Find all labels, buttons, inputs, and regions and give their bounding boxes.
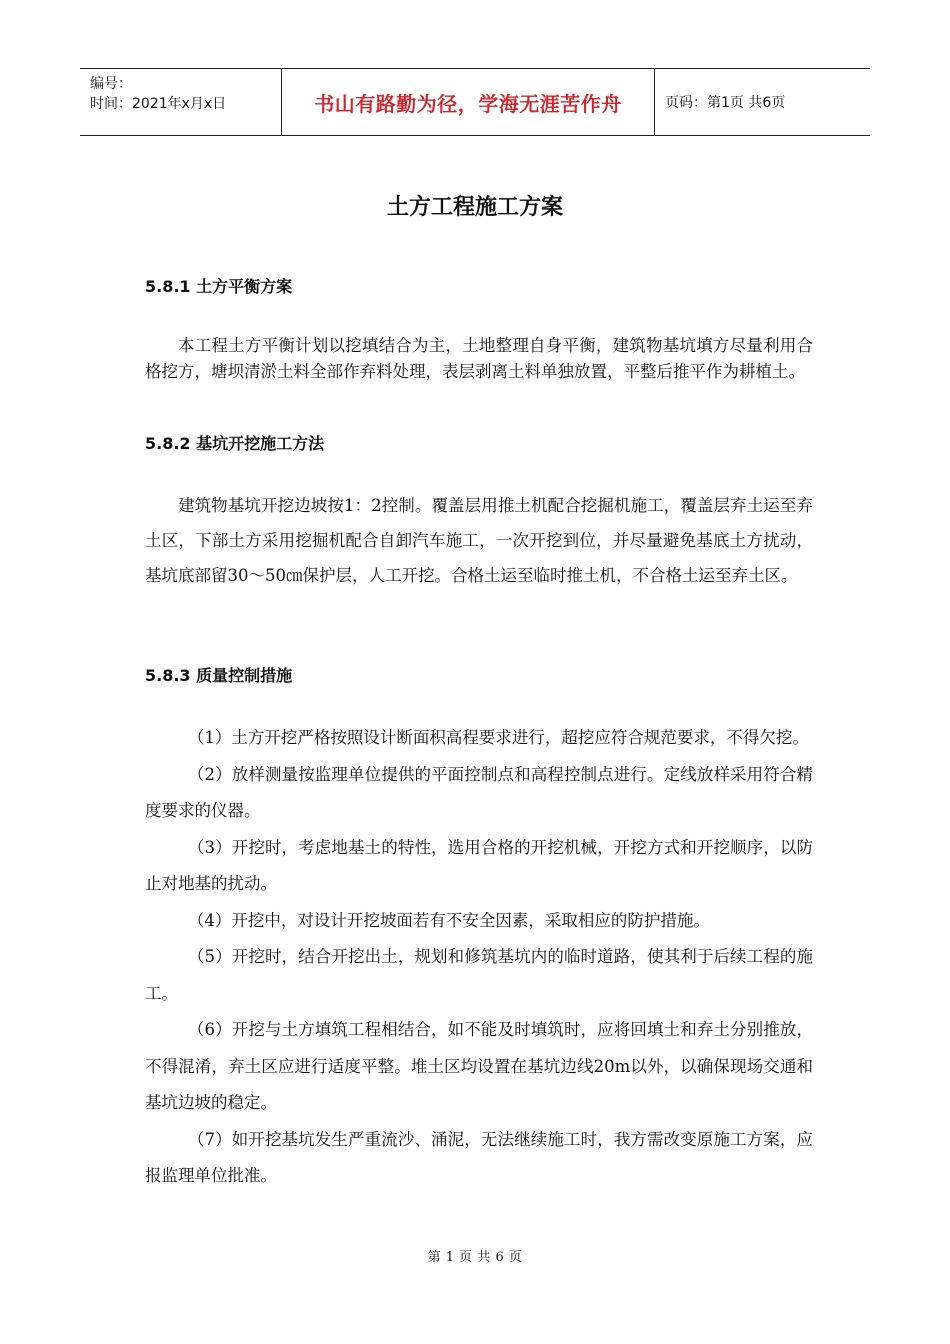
section-paragraph-5-8-1: 本工程土方平衡计划以挖填结合为主，土地整理自身平衡，建筑物基坑填方尽量利用合格挖方，塘坝清淤土料全部作弃料处理，表层剥离土料单独放置，平整后推平作为耕植土。 [145, 336, 813, 381]
list-item: （2）放样测量按监理单位提供的平面控制点和高程控制点进行。定线放样采用符合精度要求的仪器。 [145, 764, 813, 820]
serial-number-label: 编号： [90, 76, 132, 92]
list-item: （4）开挖中，对设计开挖坡面若有不安全因素，采取相应的防护措施。 [187, 910, 710, 930]
list-item: （1）土方开挖严格按照设计断面积高程要求进行，超挖应符合规范要求，不得欠挖。 [187, 728, 809, 747]
header-motto: 书山有路勤为径，学海无涯苦作舟 [281, 69, 655, 135]
list-item: （7）如开挖基坑发生严重流沙、涌泥，无法继续施工时，我方需改变原施工方案，应报监理单位批准。 [145, 1129, 813, 1185]
document-title: 土方工程施工方案 [386, 195, 563, 220]
document-header [80, 68, 870, 136]
header-meta [80, 69, 281, 135]
section-heading-5-8-3: 5.8.3 质量控制措施 [145, 666, 293, 685]
header-page-info: 页码：第1页 共6页 [665, 95, 786, 111]
list-item: （3）开挖时，考虑地基土的特性，选用合格的开挖机械，开挖方式和开挖顺序，以防止对地基的扰动。 [145, 837, 813, 893]
list-item: （6）开挖与土方填筑工程相结合，如不能及时填筑时，应将回填土和弃土分别推放，不得混淆，弃土区应进行适度平整。堆土区均设置在基坑边线20m以外，以确保现场交通和基坑边坡的稳定。 [145, 1020, 813, 1112]
section-heading-5-8-1: 5.8.1 土方平衡方案 [145, 277, 293, 296]
section-heading-5-8-2: 5.8.2 基坑开挖施工方法 [145, 434, 325, 453]
date-label: 时间：2021年x月x日 [90, 96, 227, 112]
quality-measures-list [145, 720, 813, 1195]
page-footer: 第 1 页 共 6 页 [427, 1250, 523, 1265]
list-item: （5）开挖时，结合开挖出土，规划和修筑基坑内的临时道路，使其利于后续工程的施工。 [145, 947, 813, 1003]
section-paragraph-5-8-2: 建筑物基坑开挖边坡按1：2控制。覆盖层用推土机配合挖掘机施工，覆盖层弃土运至弃土区，下部土方采用挖掘机配合自卸汽车施工，一次开挖到位，并尽量避免基底土方扰动，基坑底部留30～50㎝保护层，人工开挖。合格土运至临时推土机，不合格土运至弃土区。 [145, 496, 813, 585]
